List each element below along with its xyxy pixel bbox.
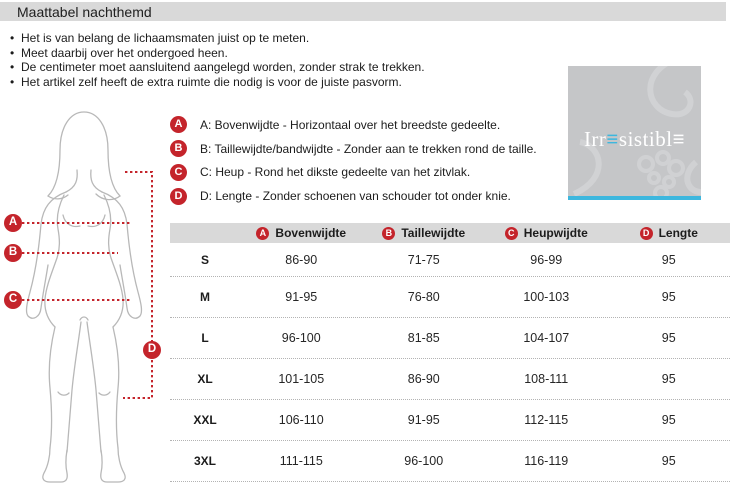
marker-c-icon: C <box>4 291 22 309</box>
size-label: 3XL <box>193 454 216 468</box>
figure-marker-a <box>4 214 22 232</box>
figure-marker-b <box>4 244 22 262</box>
hip-value: 112-115 <box>524 413 569 427</box>
bust-value: 106-110 <box>278 413 324 427</box>
size-label: S <box>200 252 209 267</box>
size-label: L <box>201 331 209 345</box>
bullet-icon: • <box>10 45 15 60</box>
waist-value: 86-90 <box>407 372 440 386</box>
legend-text-c: C: Heup - Rond het dikste gedeelte van het zitvlak. <box>200 165 471 180</box>
bust-value: 86-90 <box>285 252 318 267</box>
header-cell-hip: C Heupwijdte <box>485 226 608 240</box>
logo-accent-e-glyph: ≡ <box>606 127 619 151</box>
marker-a-icon: A <box>170 116 187 133</box>
hip-value: 116-119 <box>524 454 569 468</box>
instruction-item: • Het is van belang de lichaamsmaten juist op te meten. <box>10 31 310 45</box>
legend-text-d: D: Lengte - Zonder schoenen van schouder tot onder knie. <box>200 189 511 204</box>
page-title: Maattabel nachthemd <box>17 4 152 20</box>
marker-d-icon: D <box>640 227 653 240</box>
bullet-icon: • <box>10 74 15 89</box>
legend-item-b <box>170 137 537 161</box>
marker-d-icon: D <box>143 341 161 359</box>
marker-c-icon: C <box>170 164 187 181</box>
header-cell-length: D Lengte <box>608 226 730 240</box>
bust-value: 96-100 <box>281 331 321 345</box>
marker-b-icon: B <box>170 140 187 157</box>
size-table <box>170 223 730 482</box>
brand-logo <box>568 66 701 200</box>
legend-text-a: A: Bovenwijdte - Horizontaal over het breedste gedeelte. <box>200 117 501 132</box>
waist-value: 96-100 <box>404 454 444 468</box>
marker-a-icon: A <box>256 227 269 240</box>
size-label: XXL <box>193 413 217 427</box>
table-row <box>170 243 730 277</box>
length-value: 95 <box>661 290 676 304</box>
length-value: 95 <box>661 331 676 345</box>
logo-end-e-glyph: ≡ <box>672 127 686 151</box>
legend-item-c <box>170 161 537 185</box>
measurement-lines <box>22 172 152 398</box>
length-value: 95 <box>661 252 676 267</box>
bullet-icon: • <box>10 60 15 75</box>
figure-marker-c <box>4 291 22 309</box>
legend-item-d <box>170 184 537 208</box>
length-line <box>123 172 152 398</box>
bust-value: 91-95 <box>285 290 318 304</box>
length-value: 95 <box>661 372 676 386</box>
bust-value: 101-105 <box>278 372 325 386</box>
body-silhouette-diagram <box>0 100 170 487</box>
marker-c-icon: C <box>505 227 518 240</box>
legend-text-b: B: Taillewijdte/bandwijdte - Zonder aan te trekken rond de taille. <box>200 141 537 156</box>
header-cell-waist: B Taillewijdte <box>363 226 486 240</box>
waist-value: 71-75 <box>407 252 440 267</box>
table-row <box>170 400 730 441</box>
instruction-list <box>10 31 425 89</box>
marker-a-icon: A <box>4 214 22 232</box>
body-outline <box>27 112 142 482</box>
waist-value: 91-95 <box>407 413 440 427</box>
length-value: 95 <box>661 413 676 427</box>
hip-value: 100-103 <box>523 290 570 304</box>
hip-value: 96-99 <box>530 252 563 267</box>
length-value: 95 <box>661 454 676 468</box>
marker-b-icon: B <box>4 244 22 262</box>
header-cell-bust: A Bovenwijdte <box>240 226 363 240</box>
hip-value: 108-111 <box>524 372 569 386</box>
title-bar <box>0 2 726 21</box>
marker-d-icon: D <box>170 188 187 205</box>
waist-value: 81-85 <box>407 331 440 345</box>
legend-item-a <box>170 113 537 137</box>
bullet-icon: • <box>10 31 15 45</box>
waist-value: 76-80 <box>407 290 440 304</box>
bust-value: 111-115 <box>279 454 323 468</box>
size-table-header <box>170 223 730 243</box>
hip-value: 104-107 <box>523 331 570 345</box>
table-row <box>170 359 730 400</box>
instruction-item: • Het artikel zelf heeft de extra ruimte die nodig is voor de juiste pasvorm. <box>10 74 402 89</box>
instruction-item: • De centimeter moet aansluitend aangelegd worden, zonder strak te trekken. <box>10 60 425 75</box>
instruction-item: • Meet daarbij over het ondergoed heen. <box>10 45 228 60</box>
size-label: XL <box>197 372 213 386</box>
figure-marker-d <box>143 341 161 359</box>
table-row <box>170 318 730 359</box>
measurement-legend <box>170 113 537 208</box>
brand-wordmark: Irr≡sistibl≡ <box>583 127 686 151</box>
table-row <box>170 277 730 318</box>
table-row <box>170 441 730 482</box>
marker-b-icon: B <box>382 227 395 240</box>
size-label: M <box>200 290 210 304</box>
